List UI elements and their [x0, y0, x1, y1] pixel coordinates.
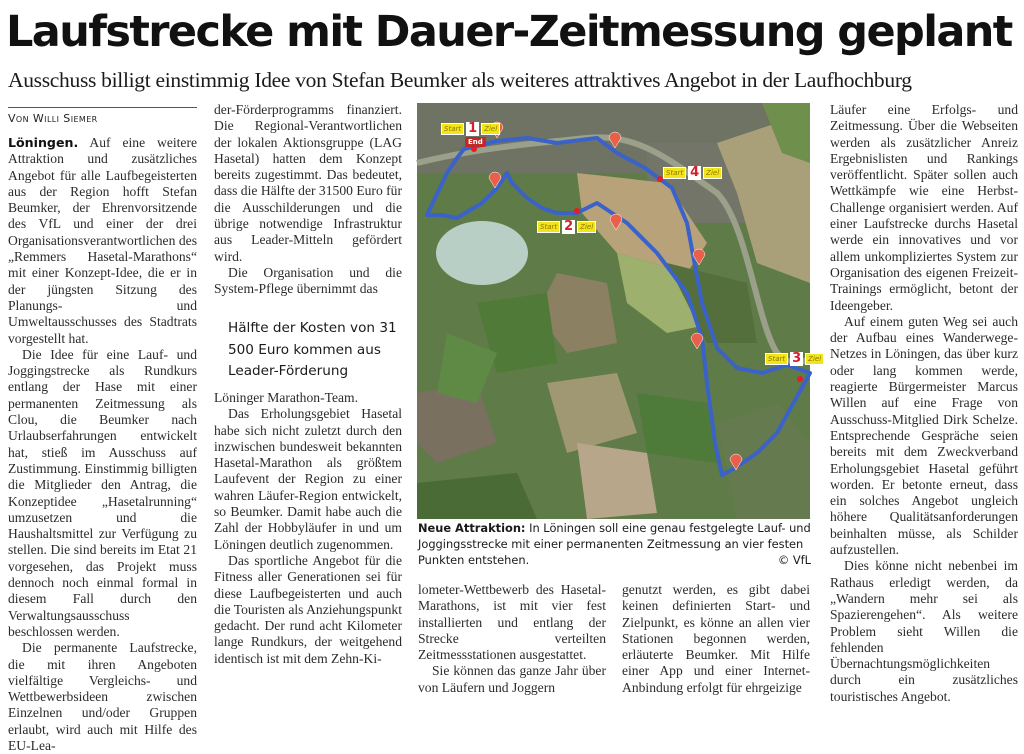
subheadline: Ausschuss billigt einstimmig Idee von Stefan Beumker als weiteres attraktives Angebot in der Laufhochburg	[8, 68, 912, 92]
paragraph: Löninger Marathon-Team.	[214, 390, 358, 405]
byline: Von Willi Siemer	[8, 112, 98, 125]
pull-quote: Hälfte der Kosten von 31 500 Euro kommen aus Leader-Förderung	[228, 320, 397, 379]
timing-station-2: Start 2 Ziel	[537, 219, 596, 235]
paragraph: Löningen. Auf eine weitere Attraktion und zusätzliches Angebot für alle Laufbegeisterten aus der Region hofft Stefan Beumker, der Ehrenvorsitzende des VfL und einer der drei Organisationsverantwortlichen des „Remmers Hasetal-Marathons“ mit einer Konzept-Idee, die er in der jüngsten Sitzung des Planungs- und Umweltausschusses des Stadtrats vorgestellt hat.	[8, 135, 198, 346]
dateline: Löningen.	[8, 135, 79, 150]
article-column-5	[830, 102, 1018, 705]
caption-text: In Löningen soll eine genau festgelegte Lauf- und Joggingsstrecke mit einer permanenten Zeitmessung an vier festen Punkten entstehen.	[418, 521, 811, 567]
paragraph: der-Förderprogramms finanziert. Die Regional-Verantwortlichen der lokalen Aktionsgruppe (LAG Hasetal) hatten dem Konzept bereits zugestimmt. Das bedeutet, dass die Hälfte der 31500 Euro für die Ausschilderungen und die übrige notwendige Infrastruktur aus Leader-Mitteln gefördert wird.	[214, 102, 402, 264]
caption-lead: Neue Attraktion:	[418, 521, 526, 535]
paragraph: lometer-Wettbewerb des Hasetal-Marathons, ist mit vier fest installierten und entlang der Strecke verteilten Zeitmessstationen ausgestattet.	[418, 582, 606, 663]
paragraph: Dies könne nicht nebenbei im Rathaus erledigt werden, da „Wandern mehr sei als Spazierengehen“. Als weitere Problem sieht Willen die fehlenden Übernachtungsmöglichkeiten durch ein zusätzliches touristisches Angebot.	[830, 558, 1018, 704]
timing-station-4: Start 4 Ziel	[663, 165, 722, 181]
paragraph: Das Erholungsgebiet Hasetal habe sich nicht zuletzt durch den inzwischen bundesweit bekannten Hasetal-Marathon als größtem Laufevent der Region zu einer wahren Läufer-Region entwickelt, so Beumker. Damit habe auch die Zahl der Hobbyläufer in und um Löningen deutlich zugenommen.	[214, 406, 402, 552]
paragraph: Die Idee für eine Lauf- und Joggingstrecke als Rundkurs entlang der Hase mit einer permanenten Zeitmessung als Clou, die Beumker nach Urlaubserfahrungen entwickelt hat, stieß im Ausschuss auf Zustimmung. Einstimmig billigten die Mitglieder den Antrag, die Konzeptidee „Hasetalrunning“ umzusetzen und die Haushaltsmittel zur Verfügung zu stellen. Die sind bereits im Etat 21 vorgesehen, das Projekt muss dennoch noch einmal formal in diesem Fall durch den Verwaltungsausschuss beschlossen werden.	[8, 346, 197, 639]
timing-station-3: Start 3 Ziel	[765, 351, 824, 367]
byline-divider	[8, 107, 197, 108]
paragraph: Das sportliche Angebot für die Fitness aller Generationen sei für diese Laufbegeisterten und auch die Touristen als Anziehungspunkt gedacht. Der rund acht Kilometer lange Rundkurs, der weitgehend identisch ist mit dem Zehn-Ki-	[214, 552, 402, 666]
paragraph: Auf einem guten Weg sei auch der Aufbau eines Wanderwege-Netzes in Löningen, das über kurz oder lang kommen werde, reagierte Bürgermeister Marcus Willen auf eine Frage von Ausschuss-Mitglied Dirk Schelze. Entsprechende Gespräche seien bereits mit dem Zweckverband Erholungsgebiet Hasetal geführt worden. Er betonte erneut, dass ein solches Angebot ungleich höhere Qualitätsanforderungen beinhalten müsse, als Schilder aufzustellen.	[830, 313, 1018, 558]
aerial-map	[417, 103, 810, 519]
start-label: Start	[441, 123, 464, 135]
paragraph: Sie können das ganze Jahr über von Läufern und Joggern	[418, 663, 606, 695]
route-map-image	[417, 103, 822, 519]
figure-caption	[418, 520, 811, 568]
paragraph: genutzt werden, es gibt dabei keinen definierten Start- und Zielpunkt, es könne an allen vier Stationen begonnen werden, erläuterte Beumker. Mit Hilfe einer App und einer Internet-Anbindung erfolgt für ehrgeizige	[622, 582, 810, 695]
paragraph: Die Organisation und die System-Pflege übernimmt das	[214, 264, 402, 297]
timing-station-1	[441, 121, 500, 137]
station-number: 1	[468, 121, 478, 136]
article-column-1	[8, 135, 197, 754]
paragraph: Läufer eine Erfolgs- und Zeitmessung. Über die Webseiten werden als zusätzlicher Anreiz Ergebnislisten und Rankings veröffentlicht. Später sollen auch Wettkämpfe wie eine Herbst-Challenge organisiert werden. Auf einer Laufstrecke durchs Hasetal werde ein innovatives und vor allem unkompliziertes System zur Organisation des eigenen Freizeit-Trainings ermöglicht, betont der Ideengeber.	[830, 102, 1018, 313]
end-marker: End	[465, 137, 486, 147]
finish-label: Ziel	[481, 123, 500, 135]
headline: Laufstrecke mit Dauer-Zeitmessung geplant	[6, 7, 1012, 57]
article-column-4	[622, 582, 810, 696]
article-column-2-bottom	[214, 390, 402, 667]
paragraph: Die permanente Laufstrecke, die mit ihren Angeboten vielfältige Vergleichs- und Wettbewerbsideen zwischen Einzelnen und/oder Gruppen erlaubt, wird auch mit Hilfe des EU-Lea-	[8, 640, 197, 753]
article-column-2-top	[214, 102, 402, 298]
article-column-3	[418, 582, 606, 696]
photo-credit: © VfL	[777, 553, 811, 567]
